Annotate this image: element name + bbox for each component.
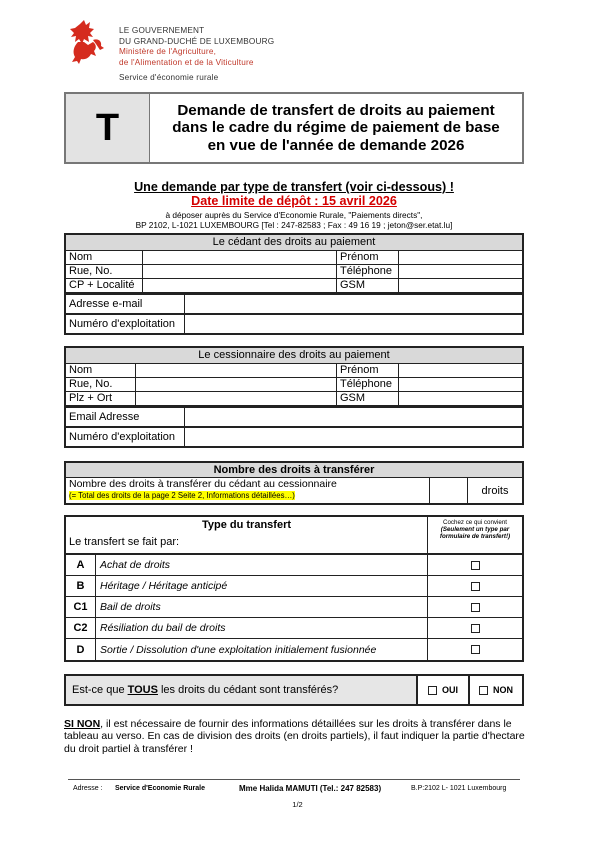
page-number: 1/2	[292, 800, 303, 809]
label-gsm: GSM	[337, 392, 399, 405]
nombre-text: Nombre des droits à transférer du cédant au cessionnaire	[69, 478, 337, 490]
label-telephone: Téléphone	[337, 378, 399, 391]
note-text: , il est nécessaire de fournir des informations détaillées sur les droits à transférer dans le tableau au verso. En cas de division des droits (en droits partiels), il faut indiquer la partie d'hectare du droit partiel à transférer !	[64, 718, 525, 755]
cessionnaire-email-field[interactable]	[185, 408, 522, 426]
transfer-type-row	[66, 639, 522, 660]
cedant-nom-field[interactable]	[143, 251, 337, 264]
transfer-label: Sortie / Dissolution d'une exploitation initialement fusionnée	[96, 639, 428, 660]
transfer-type-row	[66, 555, 522, 576]
checkbox-b[interactable]	[471, 582, 480, 591]
note-lead: SI NON	[64, 718, 101, 730]
cessionnaire-rue-field[interactable]	[136, 378, 337, 391]
cedant-cp-field[interactable]	[143, 279, 337, 292]
transfer-code: A	[66, 555, 96, 575]
cessionnaire-prenom-field[interactable]	[399, 364, 522, 377]
org-line: DU GRAND-DUCHÉ DE LUXEMBOURG	[119, 36, 275, 46]
oui-label: OUI	[441, 685, 458, 695]
nombre-unit: droits	[481, 484, 509, 497]
transfer-type-row	[66, 576, 522, 597]
nombre-description	[66, 478, 430, 503]
transfer-code: D	[66, 639, 96, 660]
cedant-rue-field[interactable]	[143, 265, 337, 278]
label-exploitation: Numéro d'exploitation	[66, 428, 185, 446]
transfer-label: Résiliation du bail de droits	[96, 618, 428, 638]
transfer-code: C1	[66, 597, 96, 617]
footer-contact: Mme Halida MAMUTI (Tel.: 247 82583)	[239, 784, 382, 793]
all-rights-question	[64, 674, 524, 706]
check-hint-bold: (Seulement un type par formulaire de transfert!)	[439, 526, 511, 540]
transfer-code: C2	[66, 618, 96, 638]
cessionnaire-exploitation-field[interactable]	[185, 428, 522, 446]
label-nom: Nom	[66, 364, 136, 377]
oui-option[interactable]	[418, 676, 470, 704]
nombre-droits-field[interactable]	[430, 478, 468, 503]
cedant-header: Le cédant des droits au paiement	[66, 235, 522, 251]
label-nom: Nom	[66, 251, 143, 264]
cedant-exploitation-field[interactable]	[185, 315, 522, 333]
cessionnaire-plz-field[interactable]	[136, 392, 337, 405]
checkbox-non[interactable]	[479, 686, 488, 695]
nombre-header: Nombre des droits à transférer	[66, 463, 522, 478]
si-non-note	[64, 718, 526, 755]
deadline: Date limite de dépôt : 15 avril 2026	[191, 194, 397, 208]
label-rue: Rue, No.	[66, 265, 143, 278]
form-title-box	[64, 92, 524, 164]
address-line: BP 2102, L-1021 LUXEMBOURG [Tel : 247-82583 ; Fax : 49 16 19 ; jeton@ser.etat.lu]	[135, 220, 453, 230]
label-gsm: GSM	[337, 279, 399, 292]
checkbox-d[interactable]	[471, 645, 480, 654]
cessionnaire-header: Le cessionnaire des droits au paiement	[66, 348, 522, 364]
service-name: Service d'économie rurale	[119, 73, 219, 83]
label-cp: CP + Localité	[66, 279, 143, 292]
footer-divider	[68, 779, 520, 780]
title-line: Demande de transfert de droits au paiement	[177, 101, 495, 119]
address-line: à déposer auprès du Service d'Economie Rurale, "Paiements directs",	[165, 210, 423, 220]
label-telephone: Téléphone	[337, 265, 399, 278]
transfer-label: Bail de droits	[96, 597, 428, 617]
title-line: en vue de l'année de demande 2026	[207, 136, 465, 154]
footer-bp: B.P:2102 L- 1021 Luxembourg	[411, 785, 507, 792]
label-email: Email Adresse	[66, 408, 185, 426]
transfer-label: Héritage / Héritage anticipé	[96, 576, 428, 596]
form-letter: T	[66, 94, 150, 162]
cedant-prenom-field[interactable]	[399, 251, 522, 264]
cessionnaire-gsm-field[interactable]	[399, 392, 522, 405]
checkbox-a[interactable]	[471, 561, 480, 570]
label-plz: Plz + Ort	[66, 392, 136, 405]
nombre-droits-table	[64, 461, 524, 505]
label-rue: Rue, No.	[66, 378, 136, 391]
cessionnaire-telephone-field[interactable]	[399, 378, 522, 391]
title-line: dans le cadre du régime de paiement de base	[172, 119, 500, 137]
checkbox-oui[interactable]	[428, 686, 437, 695]
footer-service: Service d'Economie Rurale	[115, 785, 205, 792]
checkbox-c2[interactable]	[471, 624, 480, 633]
check-hint	[428, 517, 522, 553]
cedant-table	[64, 233, 524, 335]
type-transfert-table	[64, 515, 524, 662]
nombre-note: (= Total des droits de la page 2 Seite 2, Informations détaillées…)	[69, 491, 295, 500]
checkbox-c1[interactable]	[471, 603, 480, 612]
label-email: Adresse e-mail	[66, 295, 185, 313]
ministry-line: Ministère de l'Agriculture,	[119, 47, 217, 57]
cedant-gsm-field[interactable]	[399, 279, 522, 292]
government-header	[119, 26, 274, 84]
transfer-type-row	[66, 597, 522, 618]
label-prenom: Prénom	[337, 364, 399, 377]
ministry-line: de l'Alimentation et de la Viticulture	[119, 57, 254, 67]
footer-label: Adresse :	[73, 785, 103, 792]
org-line: LE GOUVERNEMENT	[119, 26, 205, 35]
cessionnaire-table	[64, 346, 524, 448]
submission-address	[64, 210, 524, 230]
transfer-type-row	[66, 618, 522, 639]
transfer-code: B	[66, 576, 96, 596]
label-prenom: Prénom	[337, 251, 399, 264]
type-transfert-subtitle: Le transfert se fait par:	[69, 536, 180, 548]
type-transfert-title: Type du transfert	[201, 519, 292, 531]
non-label: NON	[493, 685, 513, 695]
cedant-telephone-field[interactable]	[399, 265, 522, 278]
question-text: Est-ce que TOUS les droits du cédant sont transférés?	[66, 676, 418, 704]
check-hint-text: Cochez ce qui convient	[443, 519, 507, 526]
headline: Une demande par type de transfert (voir ci-dessous) !	[134, 180, 454, 194]
luxembourg-lion-logo	[66, 20, 106, 66]
label-exploitation: Numéro d'exploitation	[66, 315, 185, 333]
non-option[interactable]	[470, 676, 522, 704]
cessionnaire-nom-field[interactable]	[136, 364, 337, 377]
transfer-label: Achat de droits	[96, 555, 428, 575]
form-title	[150, 94, 522, 162]
cedant-email-field[interactable]	[185, 295, 522, 313]
